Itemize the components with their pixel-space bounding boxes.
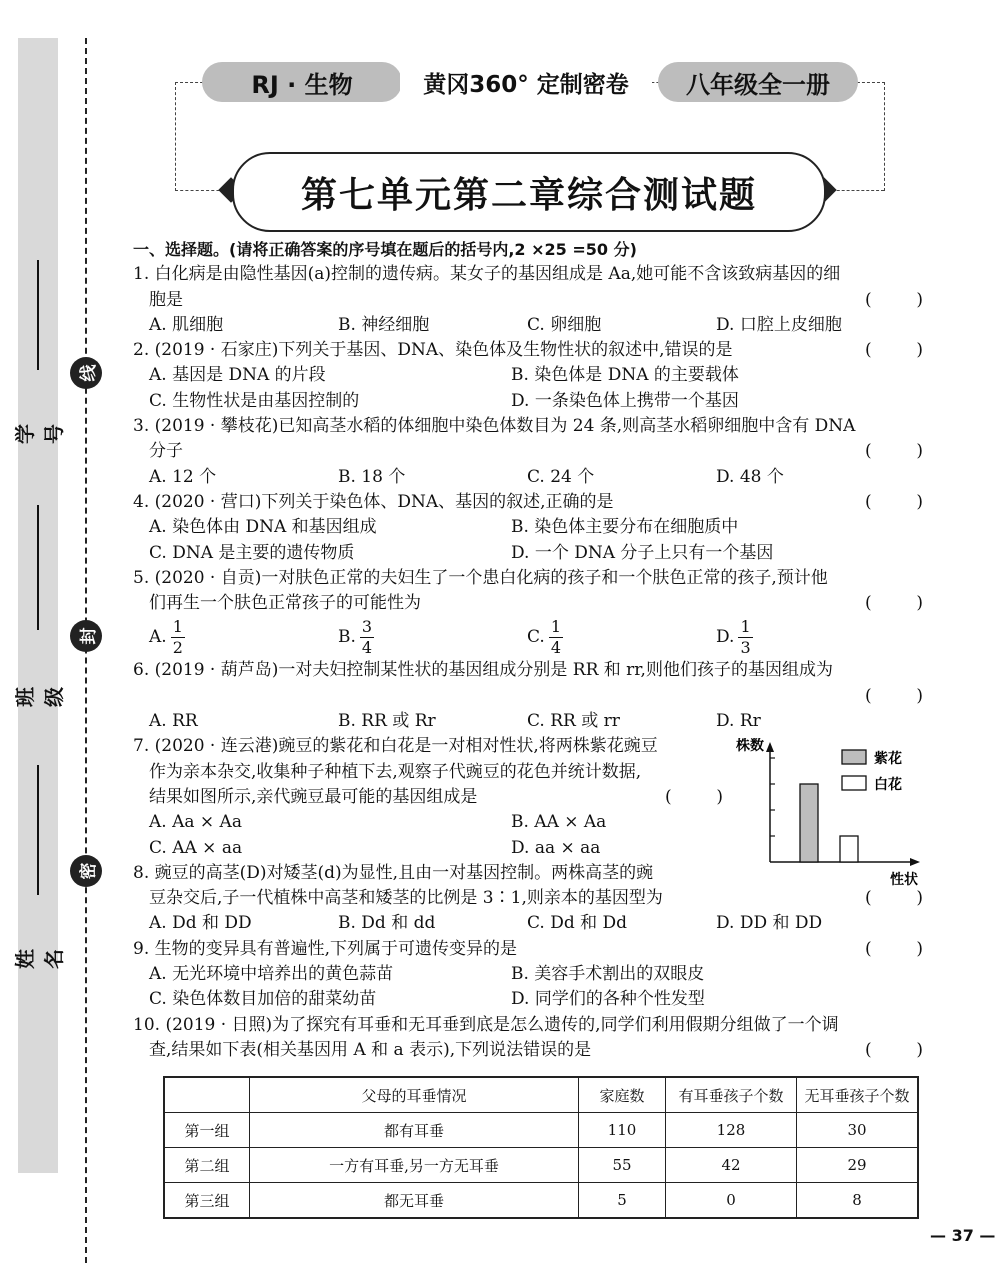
q6-options [133, 709, 923, 734]
q4-options-1 [133, 515, 923, 540]
legend-swatch [842, 750, 866, 764]
ear-lobe-table [163, 1076, 919, 1219]
x-axis-arrow [910, 858, 920, 866]
bar-0 [800, 784, 818, 862]
option[interactable]: B. 美容手术割出的双眼皮 [511, 964, 705, 985]
option[interactable]: B. AA × Aa [511, 812, 607, 833]
option[interactable]: D. 同学们的各种个性发型 [511, 989, 705, 1010]
legend [842, 750, 902, 793]
table-cell: 都无耳垂 [250, 1183, 579, 1219]
table-header-row [164, 1077, 918, 1113]
q3-options [133, 465, 923, 490]
bar-1 [840, 836, 858, 862]
table-header [164, 1077, 250, 1113]
table-cell: 第二组 [164, 1148, 250, 1183]
option[interactable]: D. 一条染色体上携带一个基因 [511, 390, 739, 411]
option[interactable]: C. RR 或 rr [527, 711, 620, 732]
q9-options-2 [133, 987, 923, 1012]
y-axis-label: 株数 [736, 738, 764, 754]
q8-stem-2: 豆杂交后,子一代植株中高茎和矮茎的比例是 3∶1,则亲本的基因型为 ( ) [133, 886, 923, 911]
name-label: 姓名 [13, 949, 66, 969]
q3-stem-1: 3. (2019 · 攀枝花)已知高茎水稻的体细胞中染色体数目为 24 条,则高茎水稻卵细胞中含有 DNA [133, 416, 856, 437]
fraction: $\frac{3}{4}$ [361, 616, 373, 657]
table-cell: 55 [579, 1148, 666, 1183]
table-row [164, 1148, 918, 1183]
q2-options-1 [133, 363, 923, 388]
q3-stem-2: 分子 ( ) [133, 439, 923, 464]
option[interactable]: C. AA × aa [149, 837, 243, 858]
q8-stem-1: 8. 豌豆的高茎(D)对矮茎(d)为显性,且由一对基因控制。两株高茎的豌 [133, 862, 654, 883]
answer-paren[interactable]: ( ) [865, 340, 923, 361]
option[interactable]: C. $\frac{1}{4}$ [527, 616, 561, 657]
question-list [133, 237, 923, 1063]
option[interactable]: C. 生物性状是由基因控制的 [149, 390, 360, 411]
table-cell: 一方有耳垂,另一方无耳垂 [250, 1148, 579, 1183]
legend-swatch [842, 776, 866, 790]
option[interactable]: A. Dd 和 DD [149, 913, 252, 934]
q7-stem-3: 结果如图所示,亲代豌豆最可能的基因组成是 ( ) [133, 785, 923, 810]
table-header: 有耳垂孩子个数 [666, 1077, 797, 1113]
q4-stem: 4. (2020 · 营口)下列关于染色体、DNA、基因的叙述,正确的是 ( ) [133, 490, 923, 515]
name-blank[interactable] [37, 765, 39, 895]
option[interactable]: D. 口腔上皮细胞 [716, 314, 842, 335]
q5-options [133, 616, 923, 658]
table-cell: 29 [797, 1148, 919, 1183]
student-id-blank[interactable] [37, 260, 39, 370]
table-header: 家庭数 [579, 1077, 666, 1113]
fraction: $\frac{1}{2}$ [172, 616, 183, 657]
page-title: 第七单元第二章综合测试题 [232, 152, 826, 232]
q7-stem-2: 作为亲本杂交,收集种子种植下去,观察子代豌豆的花色并统计数据, [149, 761, 642, 782]
answer-paren[interactable]: ( ) [865, 441, 923, 462]
q9-options-1 [133, 962, 923, 987]
fraction: $\frac{1}{4}$ [550, 616, 561, 657]
seal-seal-mark: 封 [70, 620, 102, 652]
table-header: 父母的耳垂情况 [250, 1077, 579, 1113]
q5-stem-1: 5. (2020 · 自贡)一对肤色正常的夫妇生了一个患白化病的孩子和一个肤色正常的孩子,预计他 [133, 567, 828, 588]
option[interactable]: B. 18 个 [338, 466, 406, 487]
student-id-label: 学号 [13, 424, 66, 444]
answer-paren[interactable]: ( ) [865, 938, 923, 959]
q4-options-2 [133, 541, 923, 566]
q6-paren-line [133, 684, 923, 709]
answer-paren[interactable]: ( ) [865, 289, 923, 310]
table-cell: 都有耳垂 [250, 1113, 579, 1148]
option[interactable]: C. DNA 是主要的遗传物质 [149, 542, 355, 563]
table-header: 无耳垂孩子个数 [797, 1077, 919, 1113]
option[interactable]: B. 染色体主要分布在细胞质中 [511, 517, 739, 538]
table-cell: 42 [666, 1148, 797, 1183]
legend-label: 白花 [874, 777, 902, 793]
fraction: $\frac{1}{3}$ [740, 616, 751, 657]
option[interactable]: A. 12 个 [149, 466, 217, 487]
option[interactable]: C. 染色体数目加倍的甜菜幼苗 [149, 989, 377, 1010]
option[interactable]: D. 一个 DNA 分子上只有一个基因 [511, 542, 774, 563]
bars [800, 784, 858, 862]
option[interactable]: A. 无光环境中培养出的黄色蒜苗 [149, 964, 394, 985]
option[interactable]: B. RR 或 Rr [338, 711, 436, 732]
answer-paren[interactable]: ( ) [865, 593, 923, 614]
seal-line-mark: 线 [70, 357, 102, 389]
table-row [164, 1113, 918, 1148]
option[interactable]: C. 24 个 [527, 466, 595, 487]
answer-paren[interactable]: ( ) [665, 786, 723, 807]
q6-stem: 6. (2019 · 葫芦岛)一对夫妇控制某性状的基因组成分别是 RR 和 rr,则他们孩子的基因组成为 [133, 660, 833, 681]
table-cell: 128 [666, 1113, 797, 1148]
q10-stem-1: 10. (2019 · 日照)为了探究有耳垂和无耳垂到底是怎么遗传的,同学们利用假期分组做了一个调 [133, 1014, 839, 1035]
answer-paren[interactable]: ( ) [865, 888, 923, 909]
q2-options-2 [133, 389, 923, 414]
q7-stem-1: 7. (2020 · 连云港)豌豆的紫花和白花是一对相对性状,将两株紫花豌豆 [133, 736, 658, 757]
page-number: — 37 — [930, 1226, 996, 1245]
table-cell: 110 [579, 1113, 666, 1148]
option[interactable]: A. Aa × Aa [149, 812, 242, 833]
option[interactable]: A. RR [149, 711, 198, 732]
option[interactable]: C. Dd 和 Dd [527, 913, 628, 934]
option[interactable]: A. 基因是 DNA 的片段 [149, 365, 326, 386]
option[interactable]: B. 神经细胞 [338, 314, 430, 335]
table-cell: 第三组 [164, 1183, 250, 1219]
table-cell: 8 [797, 1183, 919, 1219]
grade-pill: 八年级全一册 [658, 62, 858, 102]
y-axis-arrow [766, 742, 774, 752]
table-cell: 第一组 [164, 1113, 250, 1148]
option[interactable]: D. Rr [716, 711, 761, 732]
option[interactable]: D. $\frac{1}{3}$ [716, 616, 751, 657]
answer-paren[interactable]: ( ) [865, 685, 923, 706]
option[interactable]: B. $\frac{3}{4}$ [338, 616, 373, 657]
subject-pill: RJ · 生物 [202, 62, 402, 102]
option[interactable]: D. 48 个 [716, 466, 784, 487]
option[interactable]: C. 卵细胞 [527, 314, 602, 335]
q1-options [133, 313, 923, 338]
section-title: 一、选择题。(请将正确答案的序号填在题后的括号内,2 ×25 =50 分) [133, 240, 637, 259]
option[interactable]: A. $\frac{1}{2}$ [149, 616, 183, 657]
q5-stem-2: 们再生一个肤色正常孩子的可能性为 ( ) [133, 591, 923, 616]
table-cell: 30 [797, 1113, 919, 1148]
option[interactable]: B. Dd 和 dd [338, 913, 436, 934]
table-cell: 0 [666, 1183, 797, 1219]
option[interactable]: D. DD 和 DD [716, 913, 823, 934]
option[interactable]: D. aa × aa [511, 837, 601, 858]
class-blank[interactable] [37, 505, 39, 630]
option[interactable]: B. 染色体是 DNA 的主要载体 [511, 365, 739, 386]
seal-dense-mark: 密 [70, 855, 102, 887]
table-cell: 5 [579, 1183, 666, 1219]
x-axis-label: 性状 [890, 872, 918, 888]
q7-bar-chart [728, 738, 928, 888]
table-row [164, 1183, 918, 1219]
q8-options [133, 911, 923, 936]
q10-stem-2: 查,结果如下表(相关基因用 A 和 a 表示),下列说法错误的是 ( ) [133, 1038, 923, 1063]
q1-stem-2: 胞是 ( ) [133, 288, 923, 313]
series-name: 黄冈360° 定制密卷 [400, 62, 652, 102]
class-label: 班级 [13, 687, 66, 707]
option[interactable]: A. 肌细胞 [149, 314, 224, 335]
answer-paren[interactable]: ( ) [865, 491, 923, 512]
legend-label: 紫花 [874, 751, 902, 767]
q1-stem-1: 1. 白化病是由隐性基因(a)控制的遗传病。某女子的基因组成是 Aa,她可能不含该致病基因的细 [133, 264, 841, 285]
option[interactable]: A. 染色体由 DNA 和基因组成 [149, 517, 377, 538]
answer-paren[interactable]: ( ) [865, 1039, 923, 1060]
q2-stem: 2. (2019 · 石家庄)下列关于基因、DNA、染色体及生物性状的叙述中,错误的是 ( ) [133, 338, 923, 363]
q9-stem: 9. 生物的变异具有普遍性,下列属于可遗传变异的是 ( ) [133, 937, 923, 962]
